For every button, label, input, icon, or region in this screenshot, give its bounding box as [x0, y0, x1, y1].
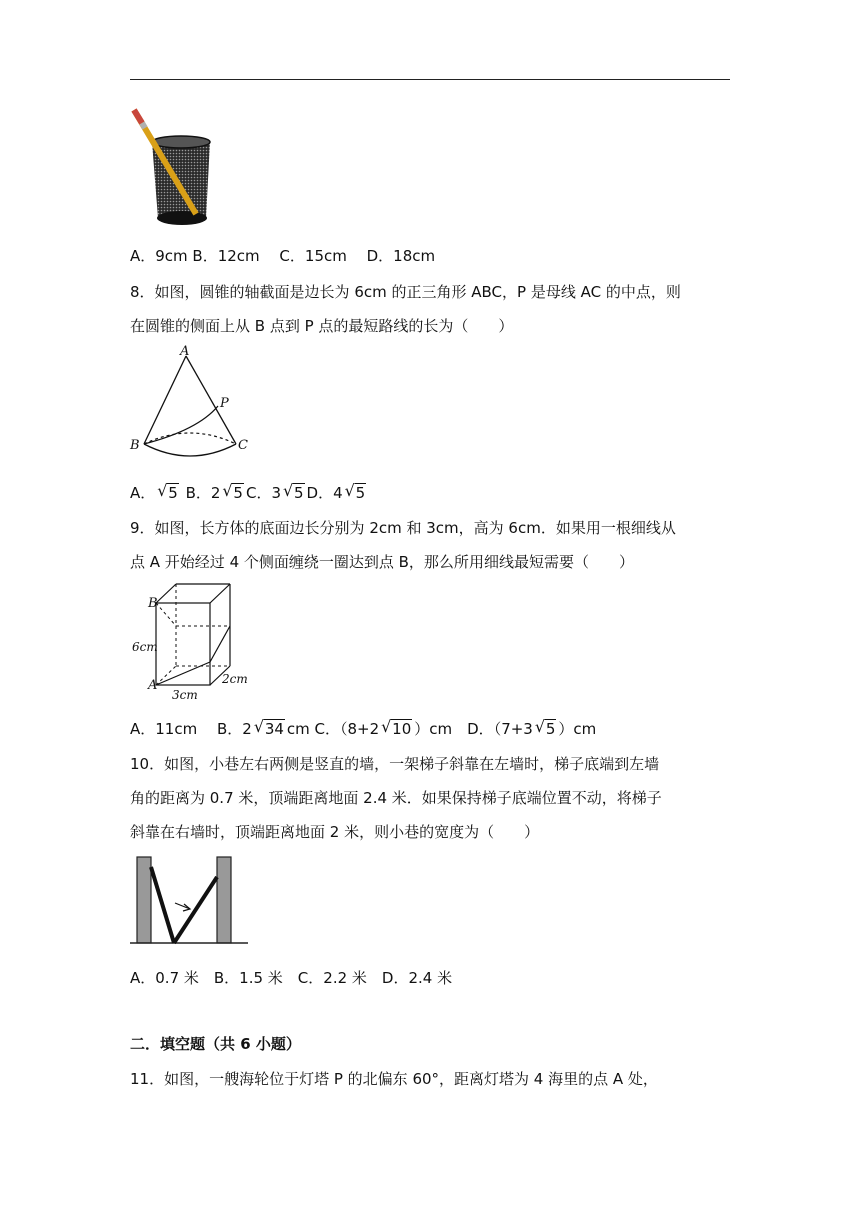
q9-options	[130, 719, 596, 739]
q9-option-d-prefix: （7+3	[493, 720, 533, 738]
alley-ladder-figure	[130, 855, 248, 947]
q8-stem-line2: 在圆锥的侧面上从 B 点到 P 点的最短路线的长为（ ）	[130, 317, 514, 335]
q9-option-d-radical: √ 5	[535, 719, 557, 739]
q9-option-d-suffix: ）cm	[558, 720, 597, 738]
q9-option-c-radical: √ 10	[381, 719, 412, 739]
pencil-cup-figure	[130, 104, 220, 232]
q8-option-d-radical: √ 5	[345, 483, 367, 503]
cone-label-p: P	[220, 396, 229, 411]
cuboid-label-depth: 2cm	[222, 672, 248, 686]
cuboid-label-width: 3cm	[172, 688, 198, 702]
q8-option-a-prefix: A．	[130, 484, 156, 502]
cuboid-label-a: A	[148, 678, 158, 693]
q9-option-a: A．11cm B．2	[130, 720, 252, 738]
q8-option-c-prefix: C．3	[245, 484, 281, 502]
q8-option-c-radical: √ 5	[283, 483, 305, 503]
q8-option-d-prefix: D．4	[306, 484, 343, 502]
q9-option-c-suffix: ）cm D．	[414, 720, 494, 738]
section-title: 二．填空题（共 6 小题）	[130, 1035, 301, 1053]
q10-stem-line2: 角的距离为 0.7 米，顶端距离地面 2.4 米．如果保持梯子底端位置不动，将梯子	[130, 789, 662, 807]
q9-option-c-prefix: （8+2	[340, 720, 380, 738]
cuboid-label-b: B	[148, 596, 158, 611]
q9-option-b-radical: √ 34	[254, 719, 285, 739]
cone-label-b: B	[130, 438, 140, 453]
cone-figure	[128, 344, 258, 466]
q8-stem-line1: 8．如图，圆锥的轴截面是边长为 6cm 的正三角形 ABC，P 是母线 AC 的中点，则	[130, 283, 681, 301]
q11-stem-line1: 11．如图，一艘海轮位于灯塔 P 的北偏东 60°，距离灯塔为 4 海里的点 A 处，	[130, 1070, 658, 1088]
q9-option-b-suffix: cm C．	[286, 720, 341, 738]
q8-options	[130, 483, 368, 503]
cuboid-figure	[128, 580, 258, 705]
q10-stem-line1: 10．如图，小巷左右两侧是竖直的墙，一架梯子斜靠在左墙时，梯子底端到左墙	[130, 755, 660, 773]
q8-option-a-radical: √ 5	[157, 483, 179, 503]
q8-option-b-radical: √ 5	[222, 483, 244, 503]
q7-options: A．9cm B．12cm C．15cm D．18cm	[130, 247, 436, 265]
header-rule	[130, 79, 730, 80]
q10-options: A．0.7 米 B．1.5 米 C．2.2 米 D．2.4 米	[130, 969, 453, 987]
q10-stem-line3: 斜靠在右墙时，顶端距离地面 2 米，则小巷的宽度为（ ）	[130, 823, 540, 841]
cone-label-a: A	[180, 344, 190, 359]
q8-option-b-prefix: B．2	[180, 484, 221, 502]
cuboid-label-height: 6cm	[132, 640, 158, 654]
cone-label-c: C	[238, 438, 248, 453]
q9-stem-line2: 点 A 开始经过 4 个侧面缠绕一圈达到点 B，那么所用细线最短需要（ ）	[130, 553, 634, 571]
q9-stem-line1: 9．如图，长方体的底面边长分别为 2cm 和 3cm，高为 6cm．如果用一根细线从	[130, 519, 676, 537]
